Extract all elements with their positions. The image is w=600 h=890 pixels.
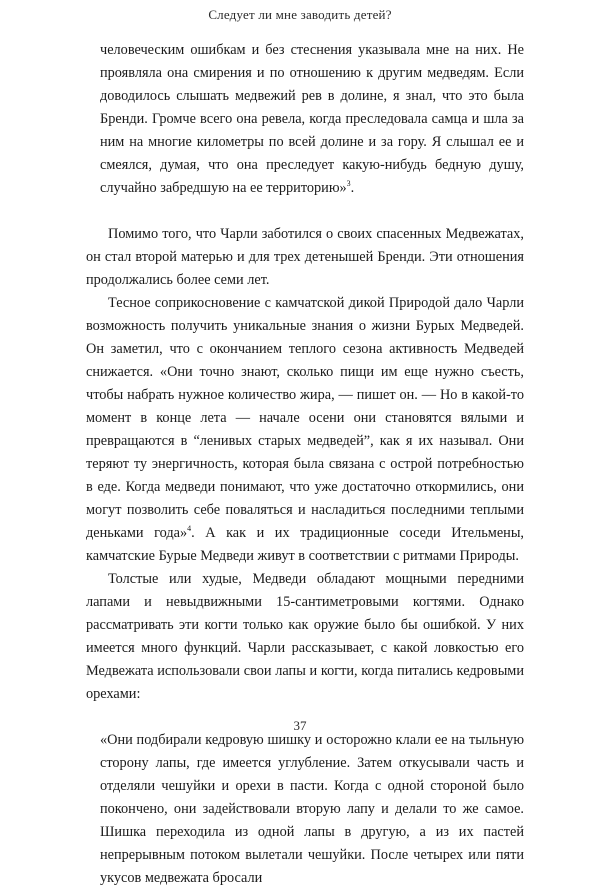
block-quote-2: «Они подбирали кедровую шишку и осторожно клали ее на тыльную сторону лапы, где имеется углубление. Затем откусывали часть и отделяли чешуйки и орехи в пасти. Когда с одной стороной было покончено, они задействовали вторую лапу и делали то же самое. Шишка переходила из одной лапы в другую, а из их пастей непрерывным потоком вылетали чешуйки. После четырех или пяти укусов медвежата бросали: [100, 732, 524, 886]
block-quote-1-end: .: [350, 180, 355, 196]
paragraph-3: Толстые или худые, Медведи обладают мощными передними лапами и невыдвижными 15-сантиметровыми когтями. Однако рассматривать эти когти только как оружие было бы ошибкой. У них имеется много функций. Чарли рассказывает, с какой ловкостью его Медвежата использовали свои лапы и когти, когда питались кедровыми орехами:: [86, 571, 524, 702]
paragraph-2: [86, 292, 524, 568]
block-quote-1: [86, 39, 524, 200]
paragraph-2-tail: . А как и их традиционные соседи Ительмены, камчатские Бурые Медведи живут в соответствии с ритмами Природы.: [86, 525, 524, 564]
running-header: Следует ли мне заводить детей?: [208, 7, 392, 22]
footnote-ref-3: 3: [346, 179, 351, 189]
page-number: 37: [293, 718, 307, 733]
paragraph-2-text: Тесное соприкосновение с камчатской дикой Природой дало Чарли возможность получить уникальные знания о жизни Бурых Медведей. Он заметил, что с окончанием теплого сезона активность Медведей снижается. «Они точно знают, сколько пищи им еще нужно съесть, чтобы набрать нужное количество жира, — пишет он. — Но в какой-то момент в конце лета — начале осени они становятся вялыми и превращаются в “ленивых старых медведей”, как я их называл. Они теряют ту энергичность, которая была связана с острой потребностью в еде. Когда медведи понимают, что уже достаточно откормились, они могут позволить себе поваляться и насладиться последними теплыми деньками года»: [86, 295, 524, 541]
footnote-ref-4: 4: [187, 524, 192, 534]
body-text: [86, 39, 524, 890]
block-quote-1-text: человеческим ошибкам и без стеснения указывала мне на них. Не проявляла она смирения и по отношению к другим медведям. Если доводилось слышать медвежий рев в долине, я знал, что это была Бренди. Громче всего она ревела, когда преследовала самца и шла за ним на многие километры по всей долине и за гору. Я слышал ее и смеялся, думая, что она преследует какую-нибудь бедную душу, случайно забредшую на ее территорию»: [100, 42, 524, 196]
paragraph-1: Помимо того, что Чарли заботился о своих спасенных Медвежатах, он стал второй матерью и для трех детенышей Бренди. Эти отношения продолжались более семи лет.: [86, 226, 524, 288]
